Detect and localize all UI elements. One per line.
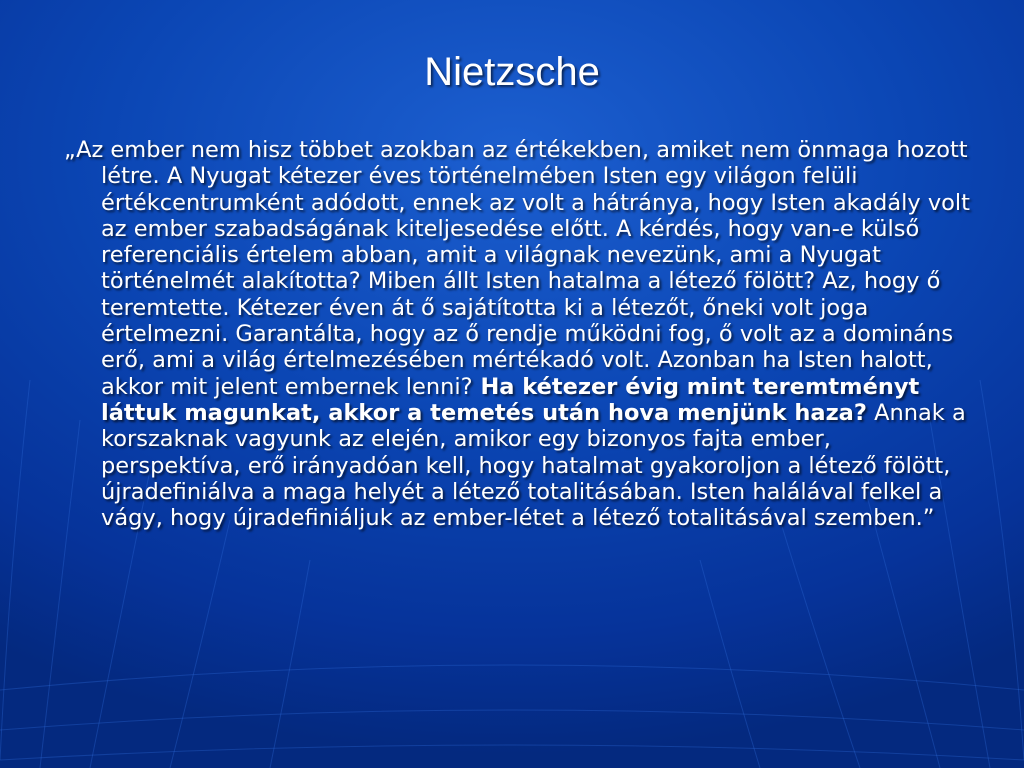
- quote-paragraph: [64, 137, 972, 531]
- slide-title: Nietzsche: [424, 50, 600, 94]
- quote-body: [64, 137, 972, 531]
- quote-text-bold: Ha kétezer évig mint teremtményt láttuk magunkat, akkor a temetés után hova menjünk haza?: [101, 373, 920, 426]
- quote-text-part2: Annak a korszaknak vagyunk az elején, amikor egy bizonyos fajta ember, perspektíva, erő irányadóan kell, hogy hatalmat gyakoroljon a létező fölött, újradefiniálva a maga helyét a létező totalitásában. Isten halálával felkel a vágy, hogy újradefiniáljuk az ember-létet a létező totalitásával szemben.”: [101, 399, 966, 532]
- quote-text-part1: „Az ember nem hisz többet azokban az értékekben, amiket nem önmaga hozott létre. A Nyugat kétezer éves történelmében Isten egy világon felüli értékcentrumként adódott, ennek az volt a hátránya, hogy Isten akadály volt az ember szabadságának kiteljesedése előtt. A kérdés, hogy van-e külső referenciális értelem abban, amit a világnak nevezünk, ami a Nyugat történelmét alakította? Miben állt Isten hatalma a létező fölött? Az, hogy ő teremtette. Kétezer éven át ő sajátította ki a létezőt, őneki volt joga értelmezni. Garantálta, hogy az ő rendje működni fog, ő volt az a domináns erő, ami a világ értelmezésében mértékadó volt. Azonban ha Isten halott, akkor mit jelent embernek lenni?: [64, 137, 970, 400]
